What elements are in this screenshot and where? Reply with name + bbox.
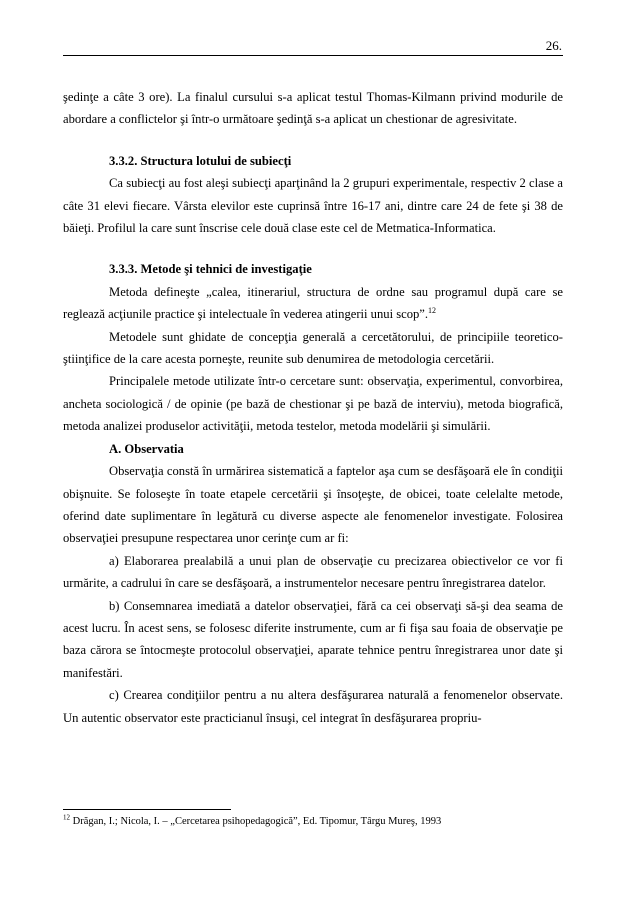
- footnote-text: Drăgan, I.; Nicola, I. – „Cercetarea psihopedagogică”, Ed. Tipomur, Târgu Mureş, 1993: [70, 816, 442, 827]
- document-body: [63, 86, 563, 729]
- paragraph-continuation: şedinţe a câte 3 ore). La finalul cursului s-a aplicat testul Thomas-Kilmann privind modurile de abordare a conflictelor şi într-o următoare şedinţă s-a aplicat un chestionar de agresivitate.: [63, 90, 563, 127]
- paragraph-methodology: Metodele sunt ghidate de concepţia generală a cercetătorului, de principiile teoretico-ştiinţifice de la care acesta porneşte, reunite sub denumirea de metodologia cercetării.: [63, 329, 563, 367]
- paragraph-subjects: Ca subiecţi au fost aleşi subiecţi aparţinând la 2 grupuri experimentale, respectiv 2 clase a câte 31 elevi fiecare. Vârsta elevilor este cuprinsă între 16-17 ani, dintre care 24 de fete şi 38 de băieţi. Profilul la care sunt înscrise cele două clase este cel de Metmatica-Informatica.: [63, 176, 563, 236]
- header-rule: [63, 55, 563, 56]
- paragraph-method-definition: [63, 281, 563, 326]
- subheading-observation: A. Observatia: [109, 441, 184, 456]
- footnote-reference: 12: [428, 306, 437, 316]
- section-heading-3-3-3: 3.3.3. Metode şi tehnici de investigaţie: [109, 262, 312, 277]
- list-item-b: b) Consemnarea imediată a datelor observaţiei, fără ca cei observaţi să-şi dea seama de acest lucru. În acest sens, se folosesc diferite instrumente, cum ar fi fişa sau foaia de observaţie pe baza cărora se întocmeşte protocolul observaţiei, aparate tehnice pentru înregistrarea unor date şi manifestări.: [63, 598, 563, 680]
- footnote-rule: [63, 809, 231, 810]
- footnote-number: 12: [63, 813, 70, 822]
- footnote: [63, 815, 563, 829]
- list-item-a: a) Elaborarea prealabilă a unui plan de observaţie cu precizarea obiectivelor ce vor fi urmărite, a cadrului în care se desfăşoară, a instrumentelor necesare pentru înregistrarea datelor.: [63, 553, 563, 591]
- paragraph-main-methods: Principalele metode utilizate într-o cercetare sunt: observaţia, experimentul, convorbirea, ancheta sociologică / de opinie (pe bază de chestionar şi pe bază de interviu), metoda biografică, metoda analizei produselor activităţii, metoda testelor, metoda modelării şi simulării.: [63, 374, 563, 434]
- page-number: 26.: [545, 38, 562, 53]
- section-heading-3-3-2: 3.3.2. Structura lotului de subiecţi: [109, 153, 292, 168]
- list-item-c: c) Crearea condiţiilor pentru a nu altera desfăşurarea naturală a fenomenelor observate. Un autentic observator este practicianul însuşi, cel integrat în desfăşurarea propriu-: [63, 688, 563, 725]
- method-definition-text: Metoda defineşte „calea, itinerariul, structura de ordne sau programul după care se reglează acţiunile practice şi intelectuale în vederea atingerii unui scop”.: [63, 284, 563, 322]
- paragraph-observation: Observaţia constă în urmărirea sistematică a faptelor aşa cum se desfăşoară ele în condiţii obişnuite. Se foloseşte în toate etapele cercetării şi însoţeşte, de obicei, toate celelalte metode, oferind date suplimentare în legătură cu diverse aspecte ale fenomenelor investigate. Folosirea observaţiei presupune respectarea unor cerinţe cum ar fi:: [63, 464, 563, 546]
